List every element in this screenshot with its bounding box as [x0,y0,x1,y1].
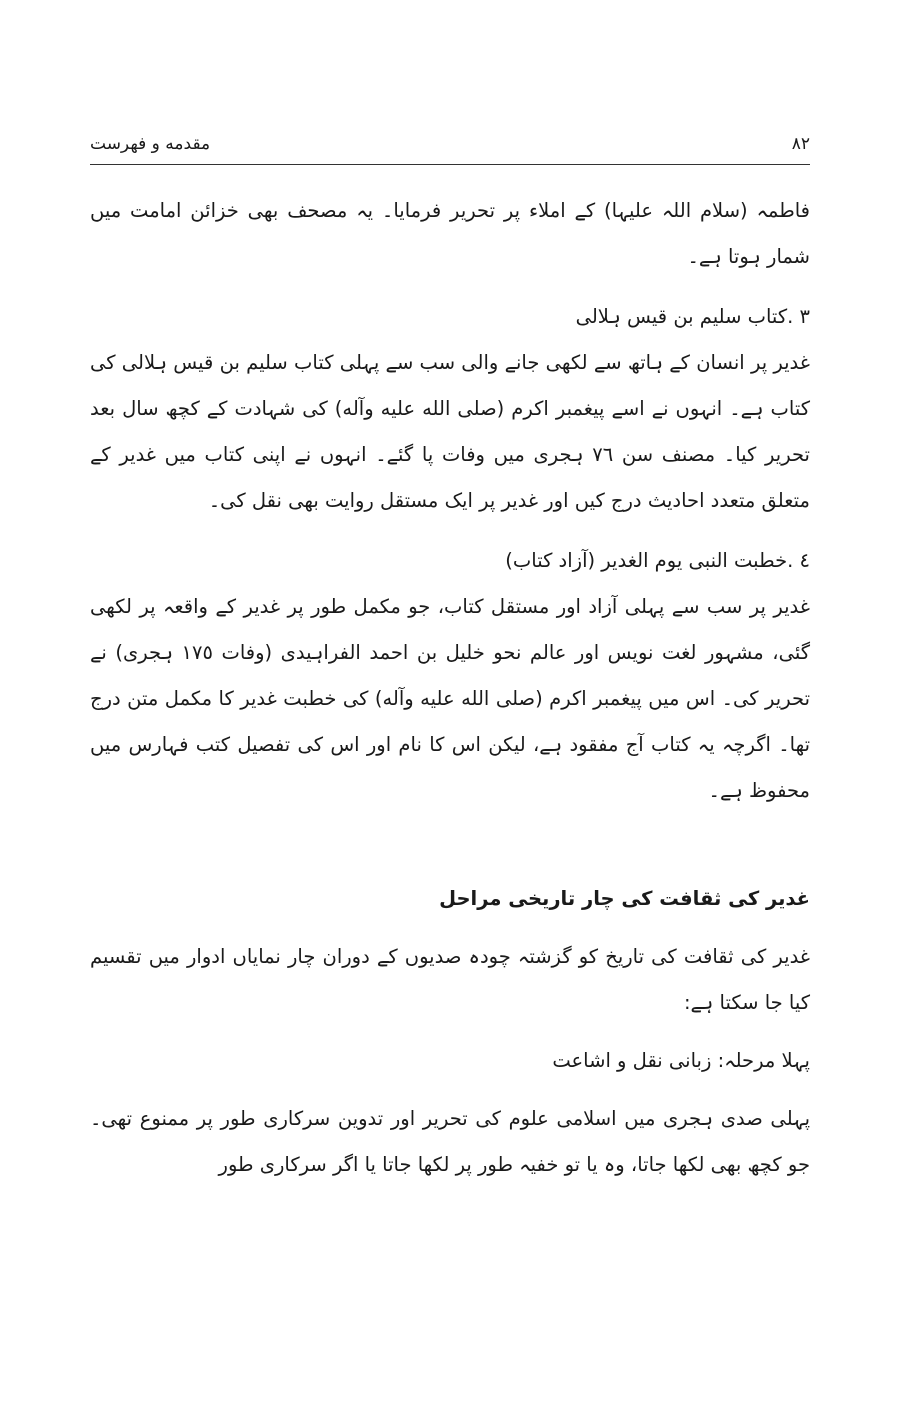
section-heading: غدیر کی ثقافت کی چار تاریخی مراحل [439,887,810,910]
running-header [90,134,810,165]
item4-title: ٤ .خطبت النبی یوم الغدیر (آزاد کتاب) [505,549,810,572]
item3-paragraph: غدیر پر انسان کے ہاتھ سے لکھی جانے والی سب سے پہلی کتاب سلیم بن قیس ہلالی کی کتاب ہے۔ انہوں نے اسے پیغمبر اکرم (صلی الله علیه وآله) کی شہادت کے کچھ سال بعد تحریر کیا۔ مصنف سن ٧٦ ہجری میں وفات پا گئے۔ انہوں نے اپنی کتاب میں غدیر کے متعلق متعدد احادیث درج کیں اور غدیر پر ایک مستقل روایت بھی نقل کی۔ [90,351,810,512]
stage1-paragraph: پہلی صدی ہجری میں اسلامی علوم کی تحریر اور تدوین سرکاری طور پر ممنوع تھی۔ جو کچھ بھی لکھا جاتا، وہ یا تو خفیہ طور پر لکھا جاتا یا اگر سرکاری طور [90,1107,810,1176]
item3-title: ۳ .کتاب سلیم بن قیس ہلالی [575,305,810,328]
section-intro-paragraph: غدیر کی ثقافت کی تاریخ کو گزشتہ چودہ صدیوں کے دوران چار نمایاں ادوار میں تقسیم کیا جا سکتا ہے: [90,945,810,1014]
body-text [90,188,810,1188]
item4-paragraph: غدیر پر سب سے پہلی آزاد اور مستقل کتاب، جو مکمل طور پر غدیر کے واقعہ پر لکھی گئی، مشہور لغت نویس اور عالم نحو خلیل بن احمد الفراہیدی (وفات ١٧٥ ہجری) نے تحریر کی۔ اس میں پیغمبر اکرم (صلی الله علیه وآله) کی خطبت غدیر کا مکمل متن درج تھا۔ اگرچہ یہ کتاب آج مفقود ہے، لیکن اس کا نام اور اس کی تفصیل کتب فہارس میں محفوظ ہے۔ [90,595,810,802]
chapter-title: مقدمه و فهرست [90,134,211,154]
intro-paragraph: فاطمہ (سلام اللہ علیہا) کے املاء پر تحریر فرمایا۔ یہ مصحف بھی خزائن امامت میں شمار ہوتا ہے۔ [90,199,810,268]
page-number: ۸۲ [791,134,810,154]
stage1-title: پہلا مرحلہ: زبانی نقل و اشاعت [552,1049,810,1072]
